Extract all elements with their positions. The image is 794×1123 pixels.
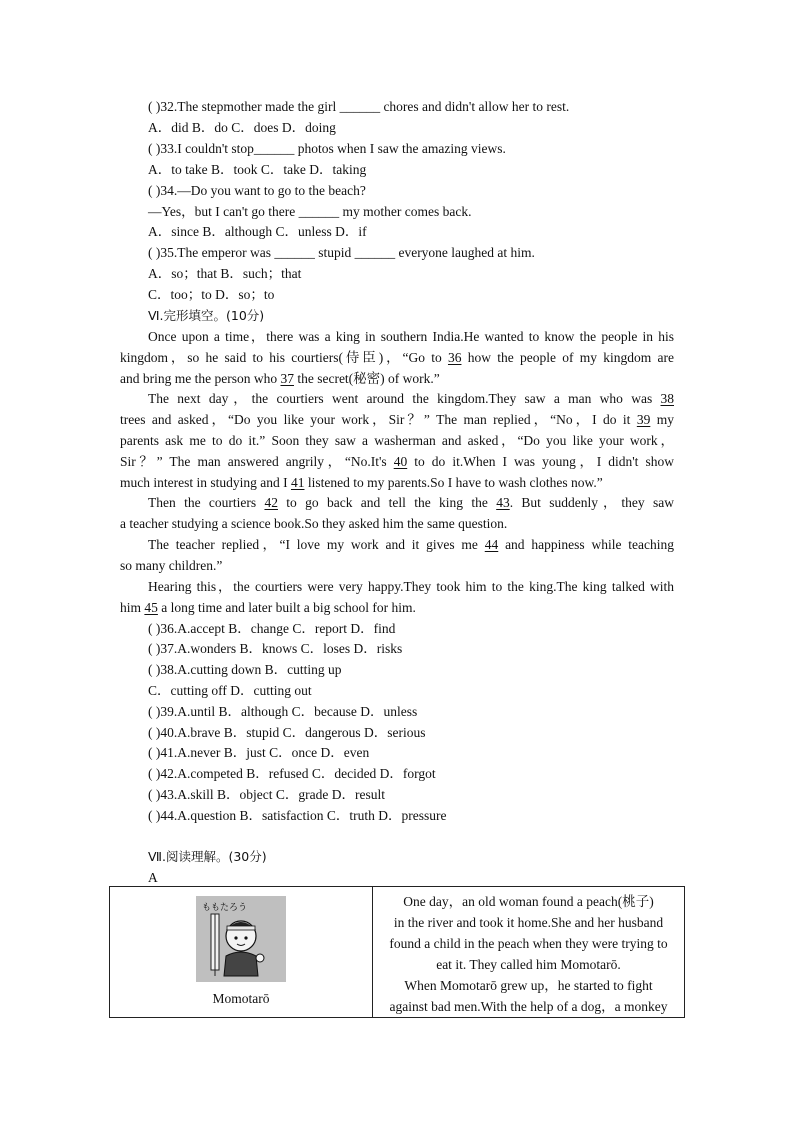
passage-line: The next day，the courtiers went around the kingdom.They saw a man who was 38	[148, 391, 674, 406]
cloze-question: C．cutting off D．cutting out	[148, 683, 312, 698]
question-35-options: A．so；that B．such；that	[148, 266, 302, 281]
cloze-question: ( )43.A.skill B．object C．grade D．result	[148, 787, 385, 802]
image-cell	[110, 887, 373, 1018]
cloze-question: ( )40.A.brave B．stupid C．dangerous D．serious	[148, 725, 426, 740]
image-title-text: ももたろう	[202, 903, 248, 913]
blank-44: 44	[484, 537, 499, 552]
blank-40: 40	[393, 454, 408, 469]
passage-line: Hearing this，the courtiers were very happy.They took him to the king.The king talked with	[148, 579, 674, 594]
momotaro-illustration	[196, 896, 286, 982]
cloze-question: ( )41.A.never B．just C．once D．even	[148, 745, 370, 760]
text-cell	[373, 887, 685, 1018]
story-line: against bad men.With the help of a dog，a monkey	[389, 999, 668, 1014]
passage-line: Once upon a time，there was a king in southern India.He wanted to know the people in his	[148, 329, 674, 344]
blank-37: 37	[280, 371, 294, 386]
story-line: in the river and took it home.She and her husband	[393, 915, 664, 930]
passage-line: much interest in studying and I 41 listened to my parents.So I have to wash clothes now.”	[120, 475, 603, 490]
cloze-question: ( )38.A.cutting down B．cutting up	[148, 662, 342, 677]
section-6-title: Ⅵ.完形填空。(10分)	[148, 308, 265, 323]
blank-36: 36	[447, 350, 462, 365]
blank-45: 45	[144, 600, 158, 615]
story-line: eat it. They called him Momotarō.	[436, 957, 621, 972]
passage-line: so many children.”	[120, 558, 223, 573]
passage-line: The teacher replied，“I love my work and it gives me 44 and happiness while teaching	[148, 537, 674, 552]
blank-41: 41	[290, 475, 305, 490]
cloze-question: ( )39.A.until B．although C．because D．unless	[148, 704, 418, 719]
question-32-stem: ( )32.The stepmother made the girl ______ chores and didn't allow her to rest.	[148, 99, 570, 114]
passage-line: a teacher studying a science book.So they asked him the same question.	[120, 516, 508, 531]
part-a-label: A	[148, 870, 158, 885]
cloze-question: ( )36.A.accept B．change C．report D．find	[148, 621, 396, 636]
passage-line: kingdom，so he said to his courtiers(侍臣)，“Go to 36 how the people of my kingdom are	[120, 350, 674, 365]
question-35-stem: ( )35.The emperor was ______ stupid ______ everyone laughed at him.	[148, 245, 535, 260]
passage-line: parents ask me to do it.” Soon they saw a washerman and asked，“Do you like your work，	[120, 433, 674, 448]
question-34-options: A．since B．although C．unless D．if	[148, 224, 367, 239]
question-34-stem: ( )34.—Do you want to go to the beach?	[148, 183, 366, 198]
cloze-question: ( )44.A.question B．satisfaction C．truth D．pressure	[148, 808, 447, 823]
blank-42: 42	[264, 495, 278, 510]
cloze-question: ( )42.A.competed B．refused C．decided D．forgot	[148, 766, 436, 781]
passage-line: and bring me the person who 37 the secret(秘密) of work.”	[120, 371, 440, 386]
section-7-title: Ⅶ.阅读理解。(30分)	[148, 849, 267, 864]
reading-table	[109, 886, 685, 1018]
passage-line: him 45 a long time and later built a big school for him.	[120, 600, 416, 615]
question-33-options: A．to take B．took C．take D．taking	[148, 162, 367, 177]
blank-39: 39	[636, 412, 651, 427]
question-33-stem: ( )33.I couldn't stop______ photos when I saw the amazing views.	[148, 141, 506, 156]
question-34-reply: —Yes，but I can't go there ______ my mother comes back.	[148, 204, 472, 219]
image-caption: Momotarō	[212, 991, 270, 1006]
story-line: One day，an old woman found a peach(桃子)	[403, 894, 654, 909]
story-line: found a child in the peach when they were trying to	[389, 936, 668, 951]
question-35-options-2: C．too；to D．so；to	[148, 287, 275, 302]
story-line: When Momotarō grew up，he started to fight	[404, 978, 653, 993]
passage-line: Then the courtiers 42 to go back and tell the king the 43. But suddenly，they saw	[148, 495, 674, 510]
blank-38: 38	[660, 391, 674, 406]
passage-line: trees and asked，“Do you like your work，Sir？” The man replied，“No，I do it 39 my	[120, 412, 674, 427]
cloze-question: ( )37.A.wonders B．knows C．loses D．risks	[148, 641, 403, 656]
passage-line: Sir？” The man answered angrily，“No.It's 40 to do it.When I was young，I didn't show	[120, 454, 674, 469]
question-32-options: A．did B．do C．does D．doing	[148, 120, 336, 135]
blank-43: 43	[496, 495, 510, 510]
